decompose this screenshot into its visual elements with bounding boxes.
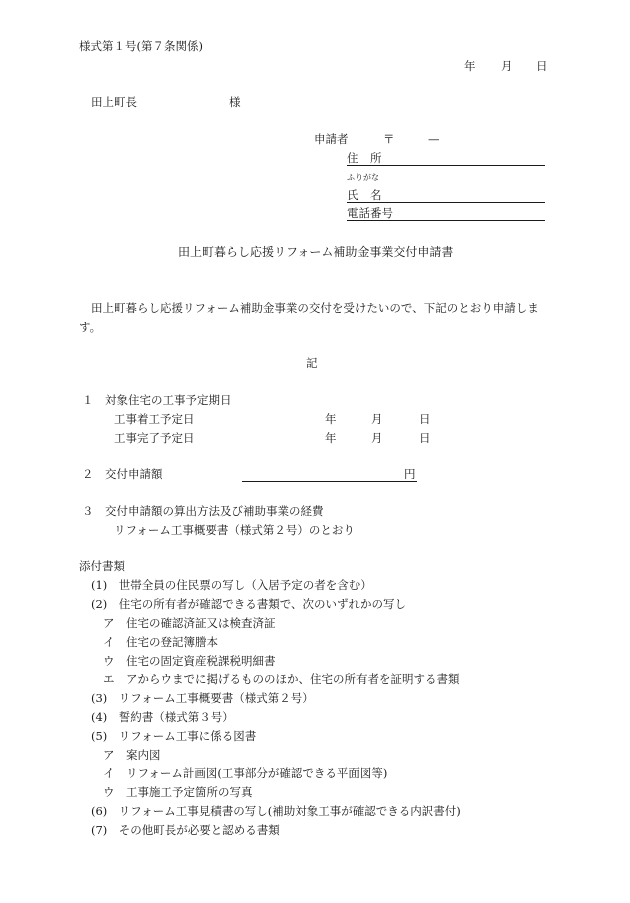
name-field[interactable] (347, 202, 545, 203)
phone-field[interactable] (347, 220, 545, 221)
attachment-5-a: ア 案内図 (103, 748, 161, 762)
attachment-3: (3) リフォーム工事概要書（様式第２号） (91, 691, 314, 705)
end-day: 日 (419, 431, 431, 445)
yen-unit: 円 (404, 467, 416, 481)
end-month: 月 (371, 431, 383, 445)
attachment-2-i: イ 住宅の登記簿謄本 (103, 635, 218, 649)
ki-heading: 記 (306, 356, 318, 370)
date-month-label: 月 (501, 59, 513, 73)
attachment-5-u: ウ 工事施工予定箇所の写真 (103, 785, 253, 799)
start-year: 年 (325, 412, 337, 426)
attachment-4: (4) 誓約書（様式第３号） (91, 710, 234, 724)
end-year: 年 (325, 431, 337, 445)
phone-label: 電話番号 (347, 206, 393, 220)
attachment-2-a: ア 住宅の確認済証又は検査済証 (103, 616, 276, 630)
attachment-2-e: エ アからウまでに掲げるもののほか、住宅の所有者を証明する書類 (103, 672, 460, 686)
postal-mark: 〒 (383, 132, 395, 146)
item1-heading: １ 対象住宅の工事予定期日 (82, 393, 232, 407)
item3-detail: リフォーム工事概要書（様式第２号）のとおり (114, 523, 355, 537)
date-year-label: 年 (464, 59, 476, 73)
attachment-6: (6) リフォーム工事見積書の写し(補助対象工事が確認できる内訳書付) (91, 804, 461, 818)
end-date-label: 工事完了予定日 (114, 431, 195, 445)
amount-field[interactable] (242, 481, 417, 482)
item3-heading: ３ 交付申請額の算出方法及び補助事業の経費 (82, 504, 324, 518)
attachments-heading: 添付書類 (79, 559, 125, 573)
attachment-2-u: ウ 住宅の固定資産税課税明細書 (103, 654, 276, 668)
attachment-5: (5) リフォーム工事に係る図書 (91, 729, 257, 743)
furigana-label: ふりがな (347, 173, 379, 182)
body-text-line1: 田上町暮らし応援リフォーム補助金事業の交付を受けたいので、下記のとおり申請しま (91, 301, 539, 315)
applicant-label: 申請者 (314, 132, 349, 146)
address-field[interactable] (347, 165, 545, 166)
address-label: 住 所 (347, 151, 382, 165)
name-label: 氏 名 (347, 188, 382, 202)
item2-heading: ２ 交付申請額 (82, 467, 163, 481)
start-date-label: 工事着工予定日 (114, 412, 195, 426)
document-title: 田上町暮らし応援リフォーム補助金事業交付申請書 (178, 245, 454, 259)
form-number: 様式第１号(第７条関係) (79, 39, 203, 53)
recipient-honorific: 様 (229, 95, 241, 109)
start-month: 月 (371, 412, 383, 426)
start-day: 日 (419, 412, 431, 426)
recipient-name: 田上町長 (91, 95, 137, 109)
attachment-1: (1) 世帯全員の住民票の写し（入居予定の者を含む） (91, 578, 372, 592)
attachment-5-i: イ リフォーム計画図(工事部分が確認できる平面図等) (103, 766, 388, 780)
attachment-7: (7) その他町長が必要と認める書類 (91, 823, 280, 837)
body-text-line2: す。 (79, 320, 102, 334)
postal-dash: — (428, 132, 440, 146)
attachment-2: (2) 住宅の所有者が確認できる書類で、次のいずれかの写し (91, 597, 407, 611)
date-day-label: 日 (536, 59, 548, 73)
